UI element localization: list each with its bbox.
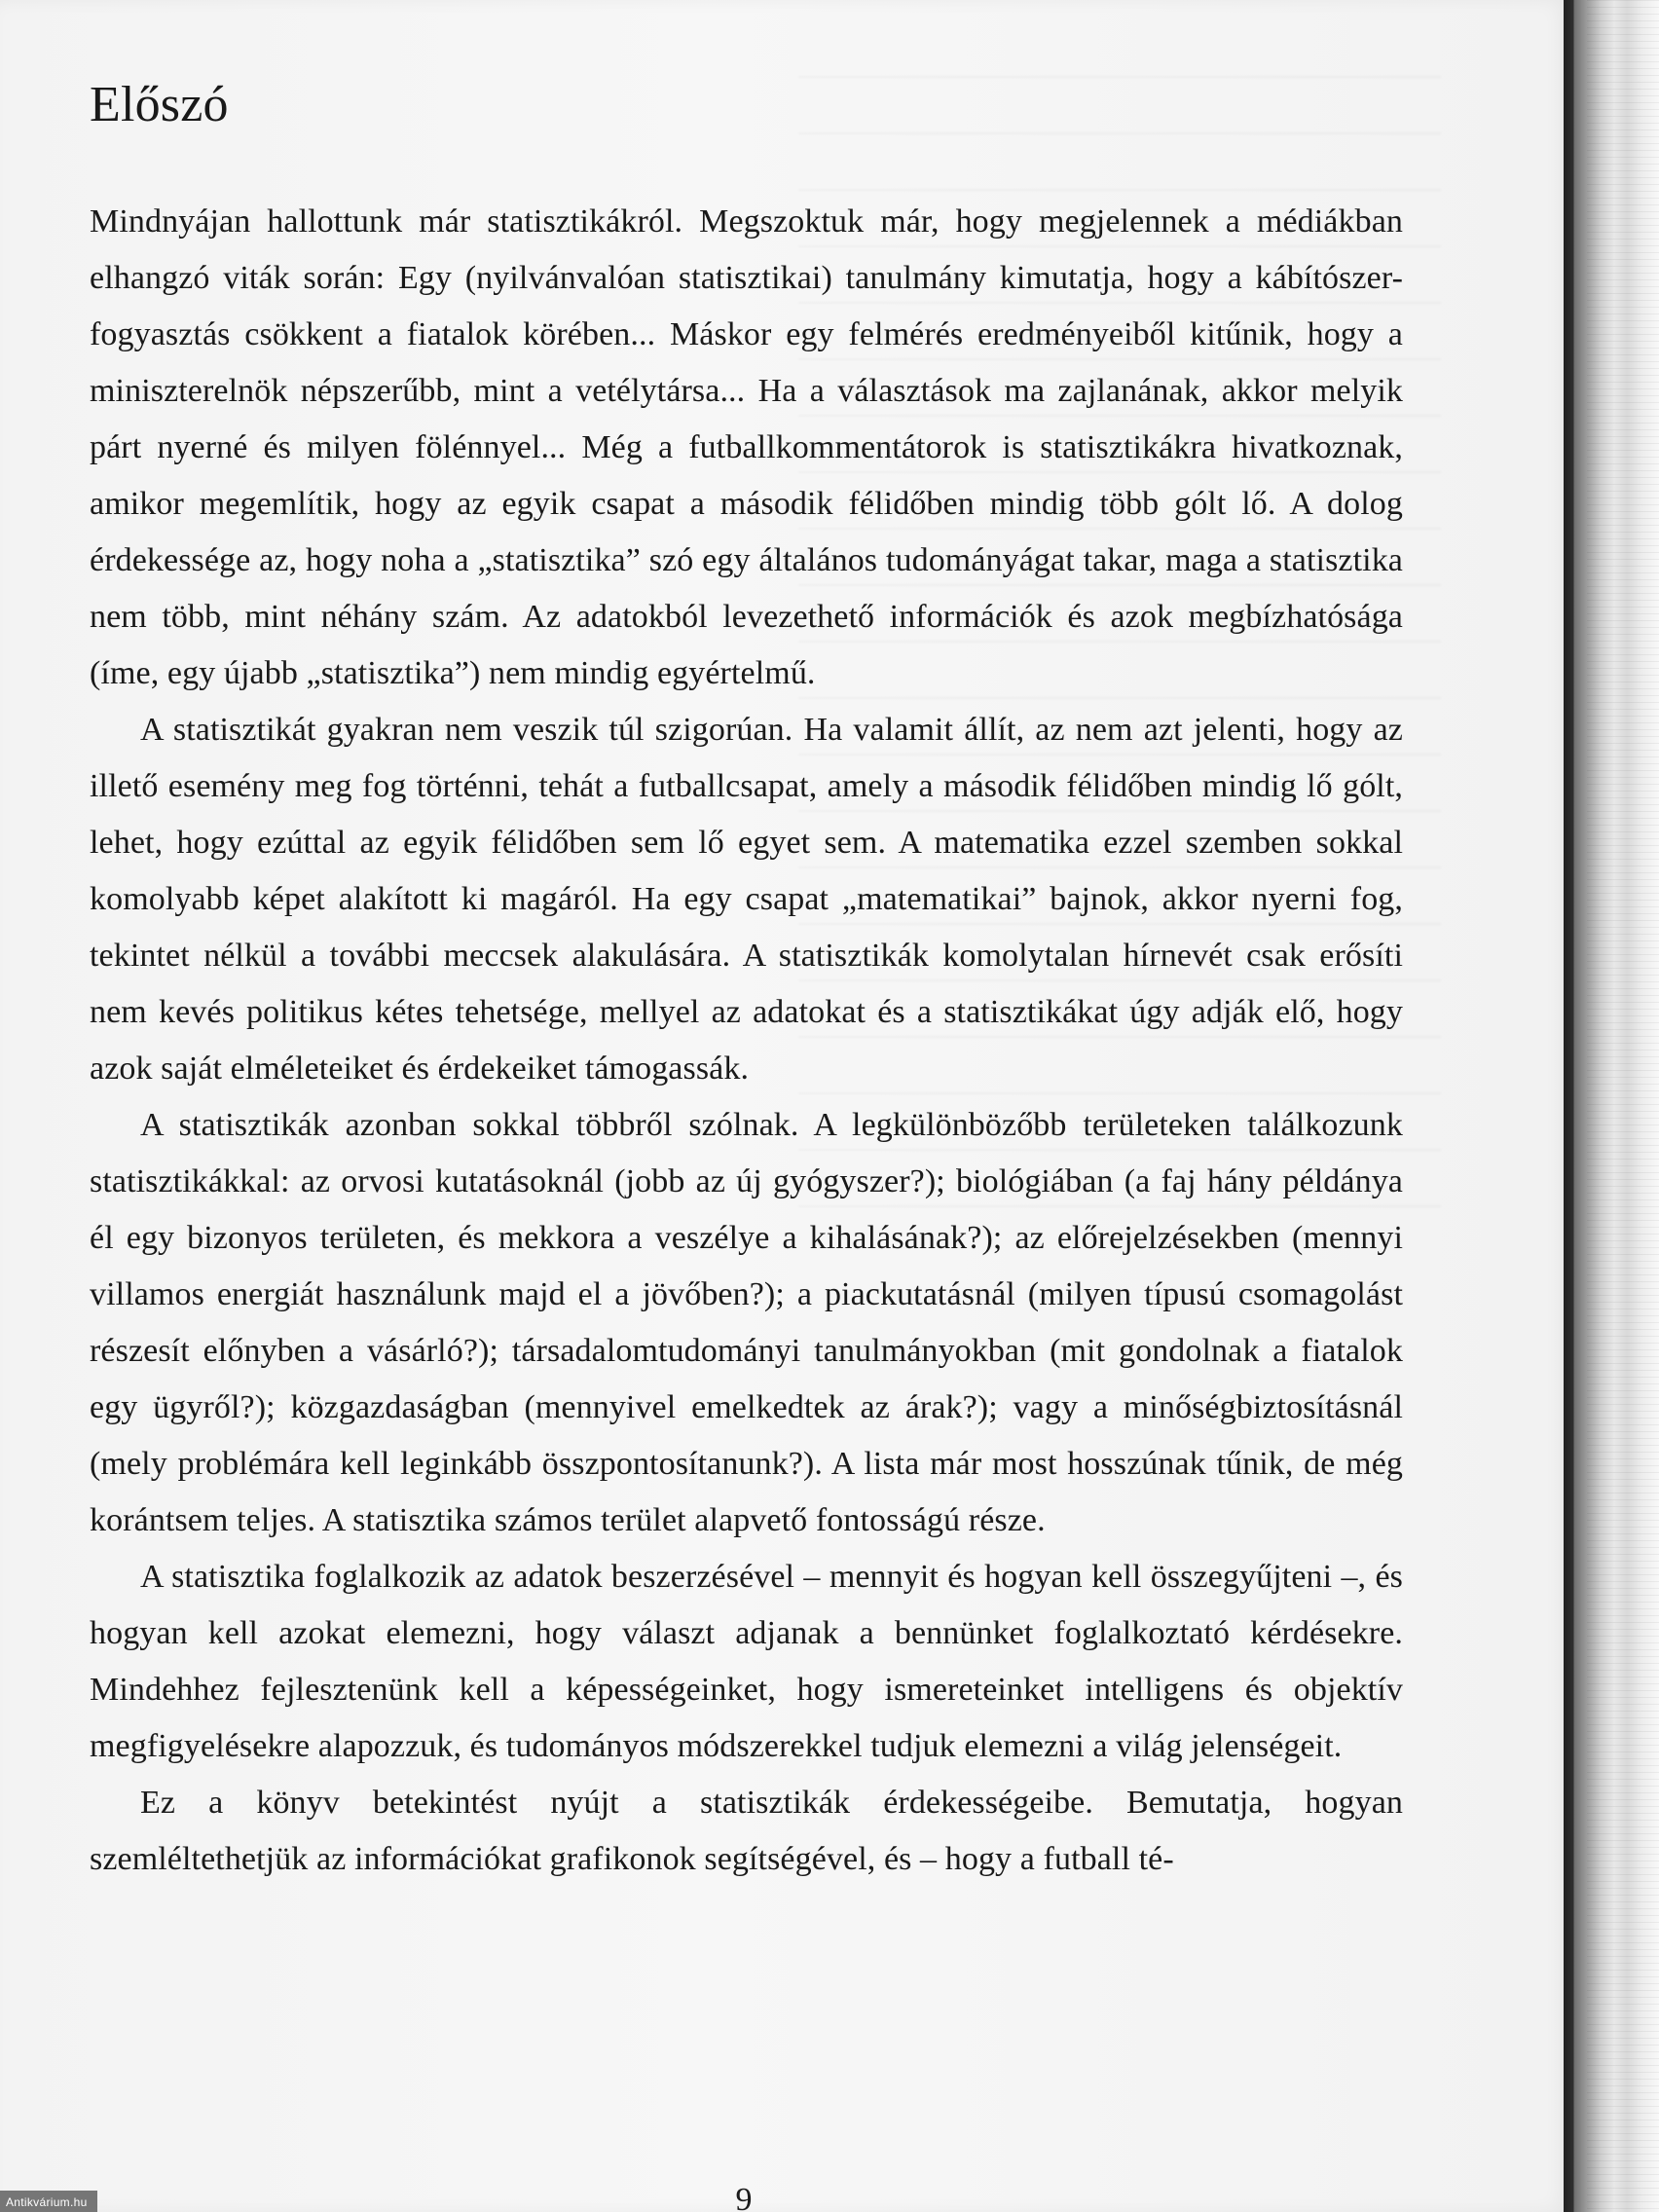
book-page-edges [1587,0,1659,2212]
main-text-block [90,76,1403,1888]
paragraph-2: A statisztikát gyakran nem veszik túl szigorúan. Ha valamit állít, az nem azt jelenti, hogy az illető esemény meg fog történni, tehát a futballcsapat, amely a második félidőben mindig lő gólt, lehet, hogy ezúttal az egyik félidőben sem lő egyet sem. A matematika ezzel szemben sokkal komolyabb képet alakított ki magáról. Ha egy csapat „matematikai” bajnok, akkor nyerni fog, tekintet nélkül a további meccsek alakulására. A statisztikák komolytalan hírnevét csak erősíti nem kevés politikus kétes tehetsége, mellyel az adatokat és a statisztikákat úgy adják elő, hogy azok saját elméleteiket és érdekeiket támogassák. [90,712,1403,1087]
paragraph-3: A statisztikák azonban sokkal többről szólnak. A legkülönbözőbb területeken találkozunk statisztikákkal: az orvosi kutatásoknál (jobb az új gyógyszer?); biológiában (a faj hány példánya él egy bizonyos területen, és mekkora a veszélye a kihalásának?); az előrejelzésekben (mennyi villamos energiát használunk majd el a jövőben?); a piackutatásnál (milyen típusú csomagolást részesít előnyben a vásárló?); társadalomtudományi tanulmányokban (mit gondolnak a fiatalok egy ügyről?); közgazdaságban (mennyivel emelkedtek az árak?); vagy a minőségbiztosításnál (mely problémára kell leginkább összpontosítanunk?). A lista már most hosszúnak tűnik, de még korántsem teljes. A statisztika számos terület alapvető fontosságú része. [90,1107,1403,1538]
source-watermark: Antikvárium.hu [0,2191,97,2212]
page-title: Előszó [90,77,229,132]
page-number: 9 [735,2182,753,2212]
paragraph-4: A statisztika foglalkozik az adatok beszerzésével – mennyit és hogyan kell összegyűjteni –, és hogyan kell azokat elemezni, hogy választ adjanak a bennünket foglalkoztató kérdésekre. Mindehhez fejlesztenünk kell a képességeinket, hogy ismereteinket intelligens és objektív megfigyelésekre alapozzuk, és tudományos módszerekkel tudjuk elemezni a világ jelenségeit. [90,1559,1403,1764]
paragraph-5: Ez a könyv betekintést nyújt a statisztikák érdekességeibe. Bemutatja, hogyan szemléltethetjük az információkat grafikonok segítségével, és – hogy a futball té- [90,1785,1403,1877]
paragraph-1: Mindnyájan hallottunk már statisztikákról. Megszoktuk már, hogy megjelennek a médiákban elhangzó viták során: Egy (nyilvánvalóan statisztikai) tanulmány kimutatja, hogy a kábítószer-fogyasztás csökkent a fiatalok körében... Máskor egy felmérés eredményeiből kitűnik, hogy a miniszterelnök népszerűbb, mint a vetélytársa... Ha a választások ma zajlanának, akkor melyik párt nyerné és milyen fölénnyel... Még a futballkommentátorok is statisztikákra hivatkoznak, amikor megemlítik, hogy az egyik csapat a második félidőben mindig több gólt lő. A dolog érdekessége az, hogy noha a „statisztika” szó egy általános tudományágat takar, maga a statisztika nem több, mint néhány szám. Az adatokból levezethető információk és azok megbízhatósága (íme, egy újabb „statisztika”) nem mindig egyértelmű. [90,203,1403,691]
